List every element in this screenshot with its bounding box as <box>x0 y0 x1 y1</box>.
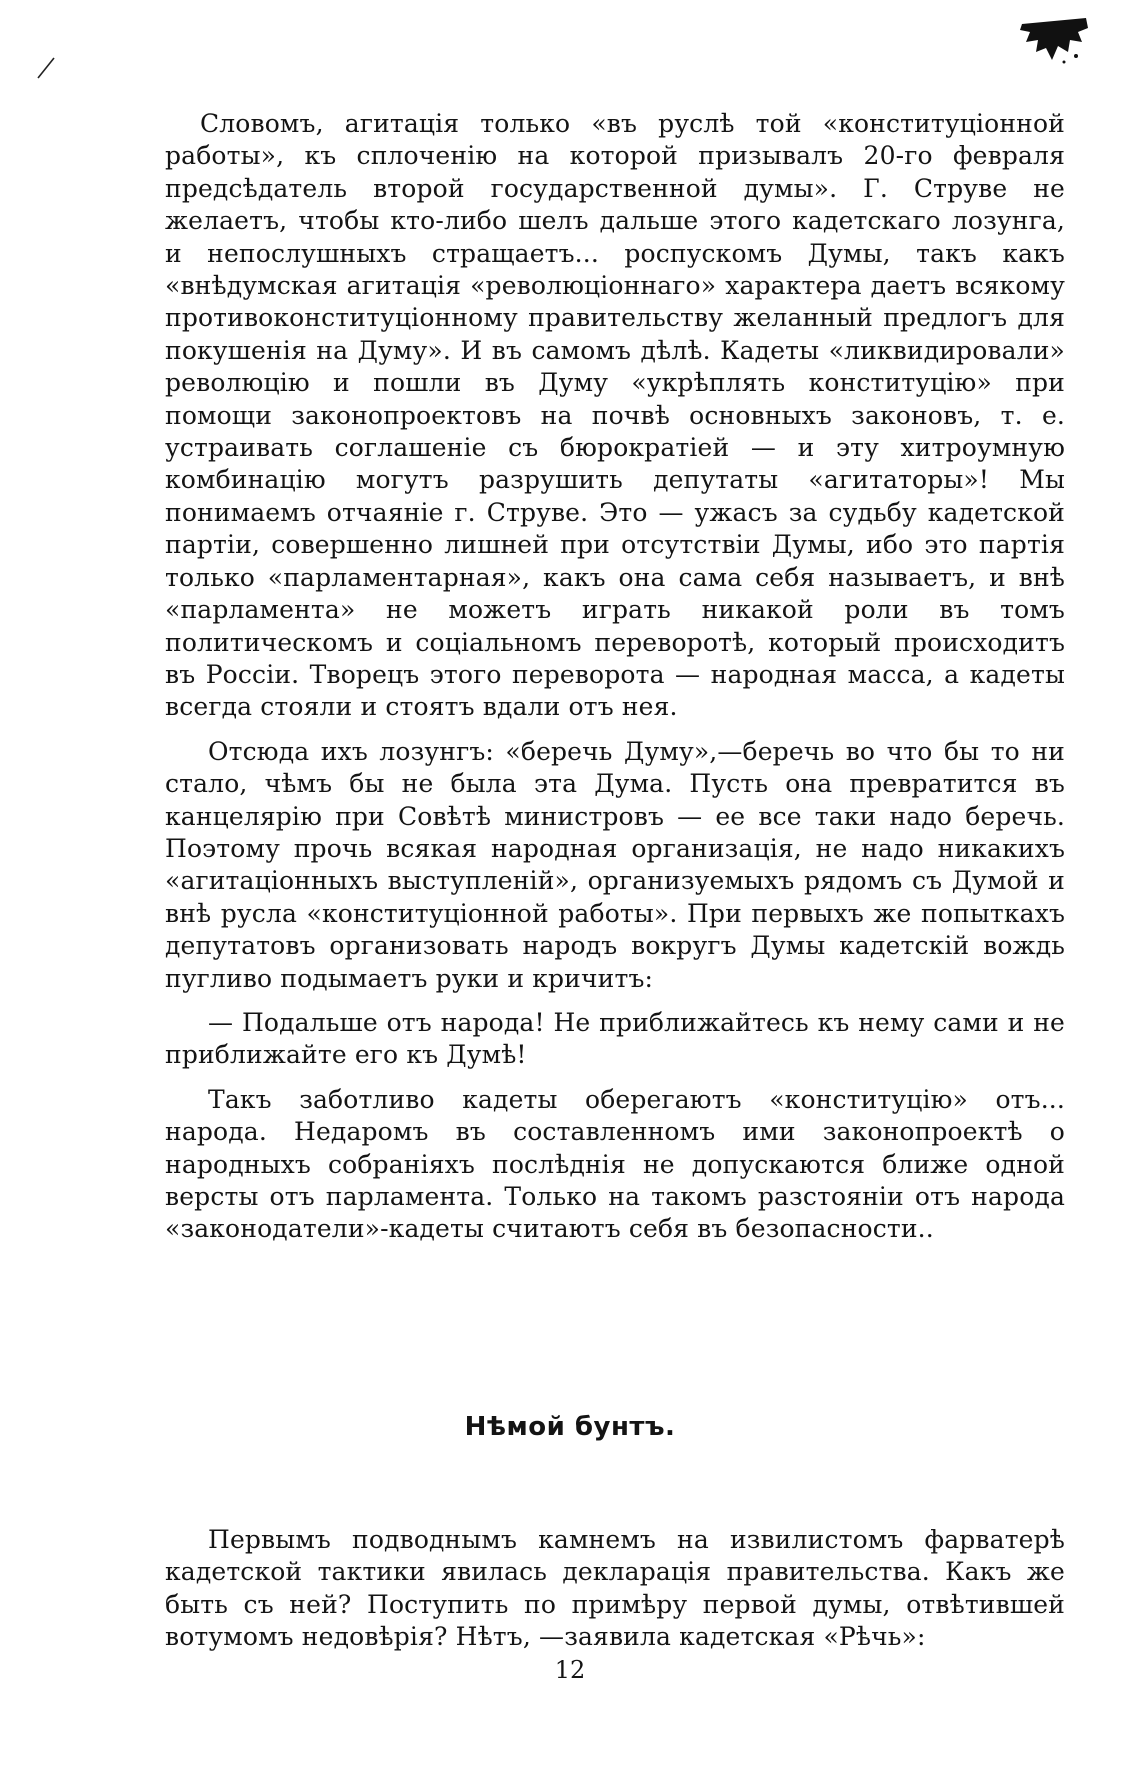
paragraph: Отсюда ихъ лозунгъ: «беречь Думу»,—беречь во что бы то ни стало, чѣмъ бы не была эта Дума. Пусть она превратится въ канцелярію при Совѣтѣ министровъ — ее все таки надо беречь. Поэтому прочь всякая народная организація, не надо никакихъ «агитаціонныхъ выступленій», организуемыхъ рядомъ съ Думой и внѣ русла «конституціонной работы». При первыхъ же попыткахъ депутатовъ организовать народъ вокругъ Думы кадетскій вождь пугливо подымаетъ руки и кричитъ: <box>165 736 1065 993</box>
paragraph: Первымъ подводнымъ камнемъ на извилистомъ фарватерѣ кадетской тактики явилась декларація правительства. Какъ же быть съ ней? Поступить по примѣру первой думы, отвѣтившей вотумомъ недовѣрія? Нѣтъ, —заявила кадетская «Рѣчь»: <box>165 1525 1065 1652</box>
quote-paragraph: — Подальше отъ народа! Не приближайтесь къ нему сами и не приближайте его къ Думѣ! <box>165 1007 1065 1070</box>
scan-ink-blot <box>1018 16 1090 68</box>
article-body <box>165 108 1065 1246</box>
scan-margin-mark <box>36 56 56 80</box>
page-number: 12 <box>554 1656 586 1684</box>
paragraph: Словомъ, агитація только «въ руслѣ той «конституціонной работы», къ сплоченію на которой призывалъ 20-го февраля предсѣдатель второй государственной думы». Г. Струве не желаетъ, чтобы кто-либо шелъ дальше этого кадетскаго лозунга, и непослушныхъ стращаетъ... роспускомъ Думы, такъ какъ «внѣдумская агитація «революціоннаго» характера даетъ всякому противоконституціонному правительству желанный предлогъ для покушенія на Думу». И въ самомъ дѣлѣ. Кадеты «ликвидировали» революцію и пошли въ Думу «укрѣплять конституцію» при помощи законопроектовъ на почвѣ основныхъ законовъ, т. е. устраивать соглашеніе съ бюрократіей — и эту хитроумную комбинацію могутъ разрушить депутаты «агитаторы»! Мы понимаемъ отчаяніе г. Струве. Это — ужасъ за судьбу кадетской партіи, совершенно лишней при отсутствіи Думы, ибо это партія только «парламентарная», какъ она сама себя называетъ, и внѣ «парламента» не можетъ играть никакой роли въ томъ политическомъ и соціальномъ переворотѣ, который происходитъ въ Россіи. Творецъ этого переворота — народная масса, а кадеты всегда стояли и стоятъ вдали отъ нея. <box>165 109 1065 722</box>
section-heading: Нѣмой бунтъ. <box>464 1412 676 1442</box>
paragraph: Такъ заботливо кадеты оберегаютъ «конституцію» отъ... народа. Недаромъ въ составленномъ ими законопроектѣ о народныхъ собраніяхъ послѣднія не допускаются ближе одной версты отъ парламента. Только на такомъ разстояніи отъ народа «законодатели»-кадеты считаютъ себя въ безопасности.. <box>165 1084 1065 1244</box>
section-body <box>165 1524 1065 1654</box>
